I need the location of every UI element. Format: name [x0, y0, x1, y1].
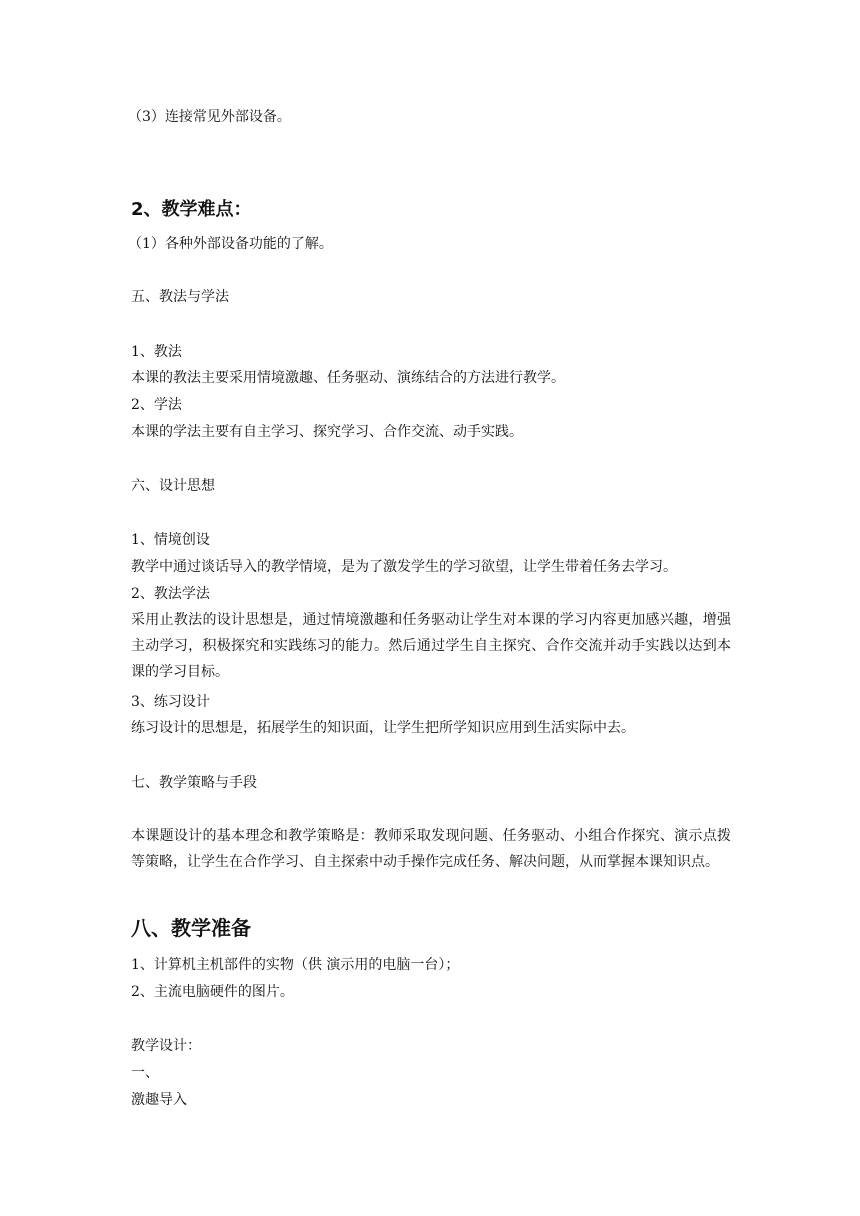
label-teaching-method: 1、教法 [131, 344, 182, 360]
list-item-difficulty: （1）各种外部设备功能的了解。 [128, 236, 333, 252]
text-practice: 练习设计的思想是，拓展学生的知识面，让学生把所学知识应用到生活实际中去。 [131, 720, 635, 736]
heading-teaching-preparation: 八、教学准备 [131, 916, 251, 940]
section-title-teaching-design: 教学设计： [131, 1038, 201, 1054]
label-method-design: 2、教法学法 [131, 586, 210, 602]
section-title-design-idea: 六、设计思想 [131, 478, 215, 494]
label-scenario: 1、情境创设 [131, 532, 210, 548]
design-step-number: 一、 [131, 1065, 159, 1081]
list-item-prep-1: 1、计算机主机部件的实物（供 演示用的电脑一台）； [131, 957, 460, 973]
text-method-design: 采用止教法的设计思想是，通过情境激趣和任务驱动让学生对本课的学习内容更加感兴趣，增强主动学习，积极探究和实践练习的能力。然后通过学生自主探究、合作交流并动手实践以达到本课的学习目标。 [131, 612, 731, 680]
list-item-prep-2: 2、主流电脑硬件的图片。 [131, 984, 294, 1000]
text-strategy: 本课题设计的基本理念和教学策略是：教师采取发现问题、任务驱动、小组合作探究、演示点拨等策略，让学生在合作学习、自主探索中动手操作完成任务、解决问题，从而掌握本课知识点。 [131, 828, 731, 870]
label-practice: 3、练习设计 [131, 694, 210, 710]
list-item-connect-devices: （3）连接常见外部设备。 [128, 109, 291, 125]
section-title-methods: 五、教法与学法 [131, 289, 229, 305]
text-scenario: 教学中通过谈话导入的教学情境，是为了激发学生的学习欲望，让学生带着任务去学习。 [131, 559, 677, 575]
label-learning-method: 2、学法 [131, 397, 182, 413]
text-learning-method: 本课的学法主要有自主学习、探究学习、合作交流、动手实践。 [131, 424, 523, 440]
design-step-name: 激趣导入 [131, 1092, 187, 1108]
text-teaching-method: 本课的教法主要采用情境激趣、任务驱动、演练结合的方法进行教学。 [131, 370, 565, 386]
section-title-strategy: 七、教学策略与手段 [131, 775, 257, 791]
heading-teaching-difficulty: 2、教学难点： [131, 199, 252, 220]
